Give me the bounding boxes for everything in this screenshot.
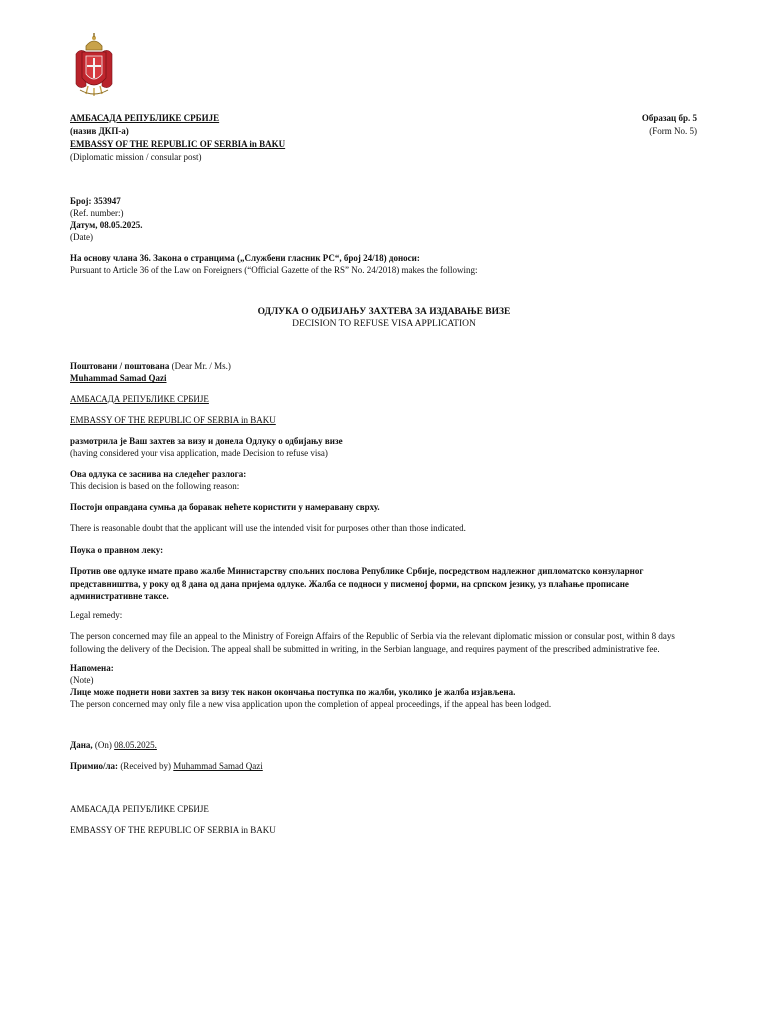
- form-number-english: (Form No. 5): [649, 126, 697, 136]
- refusal-reason-serbian: Постоји оправдана сумња да боравак нећете користити у намеравану сврху.: [70, 502, 380, 512]
- document-date-label: (Date): [70, 232, 93, 242]
- refusal-reason-english: There is reasonable doubt that the applicant will use the intended visit for purposes other than those indicated.: [70, 523, 466, 533]
- considered-serbian: размотрила је Ваш захтев за визу и донела Одлуку о одбијању визе: [70, 436, 343, 446]
- addressee-name: Muhammad Samad Qazi: [70, 373, 167, 383]
- note-heading-serbian: Напомена:: [70, 663, 114, 673]
- reference-number: Број: 353947: [70, 196, 121, 206]
- signature-date: [70, 740, 157, 751]
- received-label-english: (Received by): [120, 761, 172, 771]
- issuer-serbian: АМБАСАДА РЕПУБЛИКЕ СРБИЈЕ: [70, 804, 209, 814]
- received-by: [70, 761, 263, 772]
- based-on-serbian: Ова одлука се заснива на следећег разлога:: [70, 469, 247, 479]
- date-label-serbian: Дана,: [70, 740, 93, 750]
- reference-number-label: (Ref. number:): [70, 208, 124, 218]
- salutation-english: (Dear Mr. / Ms.): [171, 361, 231, 371]
- legal-remedy-heading-serbian: Поука о правном леку:: [70, 545, 164, 555]
- body-embassy-english: EMBASSY OF THE REPUBLIC OF SERBIA in BAKU: [70, 415, 276, 425]
- note-heading-english: (Note): [70, 675, 94, 685]
- decision-title-serbian: ОДЛУКА О ОДБИЈАЊУ ЗАХТЕВА ЗА ИЗДАВАЊЕ ВИЗЕ: [257, 307, 511, 317]
- note-text-english: The person concerned may only file a new visa application upon the completion of appeal proceedings, if the appeal has been lodged.: [70, 699, 552, 709]
- legal-remedy-text-serbian: Против ове одлуке имате право жалбе Министарству спољних послова Републике Србије, посредством надлежног дипломатско конзуларног представништва, у року од 8 дана од дана пријема одлуке. Жалба се подноси у писменој форми, на српском језику, уз плаћање прописане административне таксе.: [70, 566, 644, 601]
- considered-english: (having considered your visa application, made Decision to refuse visa): [70, 448, 328, 458]
- embassy-name-english: EMBASSY OF THE REPUBLIC OF SERBIA in BAKU: [70, 139, 286, 149]
- form-number-serbian: Образац бр. 5: [641, 113, 697, 123]
- legal-basis-english: Pursuant to Article 36 of the Law on Foreigners (“Official Gazette of the RS” No. 24/2018) makes the following:: [70, 265, 478, 275]
- mission-label: (Diplomatic mission / consular post): [70, 152, 202, 162]
- received-name: Muhammad Samad Qazi: [173, 761, 263, 771]
- received-label-serbian: Примио/ла:: [70, 761, 119, 771]
- salutation-serbian: Поштовани / поштована: [70, 361, 170, 371]
- serbian-coat-of-arms-icon: [72, 32, 116, 100]
- salutation: [70, 361, 231, 372]
- dkp-name-label: (назив ДКП-а): [70, 126, 129, 136]
- body-embassy-serbian: АМБАСАДА РЕПУБЛИКЕ СРБИЈЕ: [70, 394, 209, 404]
- decision-title-english: DECISION TO REFUSE VISA APPLICATION: [292, 319, 476, 329]
- based-on-english: This decision is based on the following reason:: [70, 481, 240, 491]
- date-value: 08.05.2025.: [114, 740, 157, 750]
- legal-remedy-text-english: The person concerned may file an appeal to the Ministry of Foreign Affairs of the Republic of Serbia via the relevant diplomatic mission or consular post, within 8 days following the delivery of the Decision. The appeal shall be submitted in writing, in the Serbian language, and requires payment of the prescribed administrative fee.: [70, 631, 675, 654]
- note-text-serbian: Лице може поднети нови захтев за визу тек након окончања поступка по жалби, уколико је жалба изјављена.: [70, 687, 516, 697]
- embassy-name-serbian: АМБАСАДА РЕПУБЛИКЕ СРБИЈЕ: [70, 113, 220, 123]
- legal-basis-serbian: На основу члана 36. Закона о странцима („Службени гласник РС“, број 24/18) доноси:: [70, 253, 420, 263]
- issuer-english: EMBASSY OF THE REPUBLIC OF SERBIA in BAKU: [70, 825, 276, 835]
- date-label-english: (On): [94, 740, 112, 750]
- legal-remedy-heading-english: Legal remedy:: [70, 610, 123, 620]
- document-date: Датум, 08.05.2025.: [70, 220, 143, 230]
